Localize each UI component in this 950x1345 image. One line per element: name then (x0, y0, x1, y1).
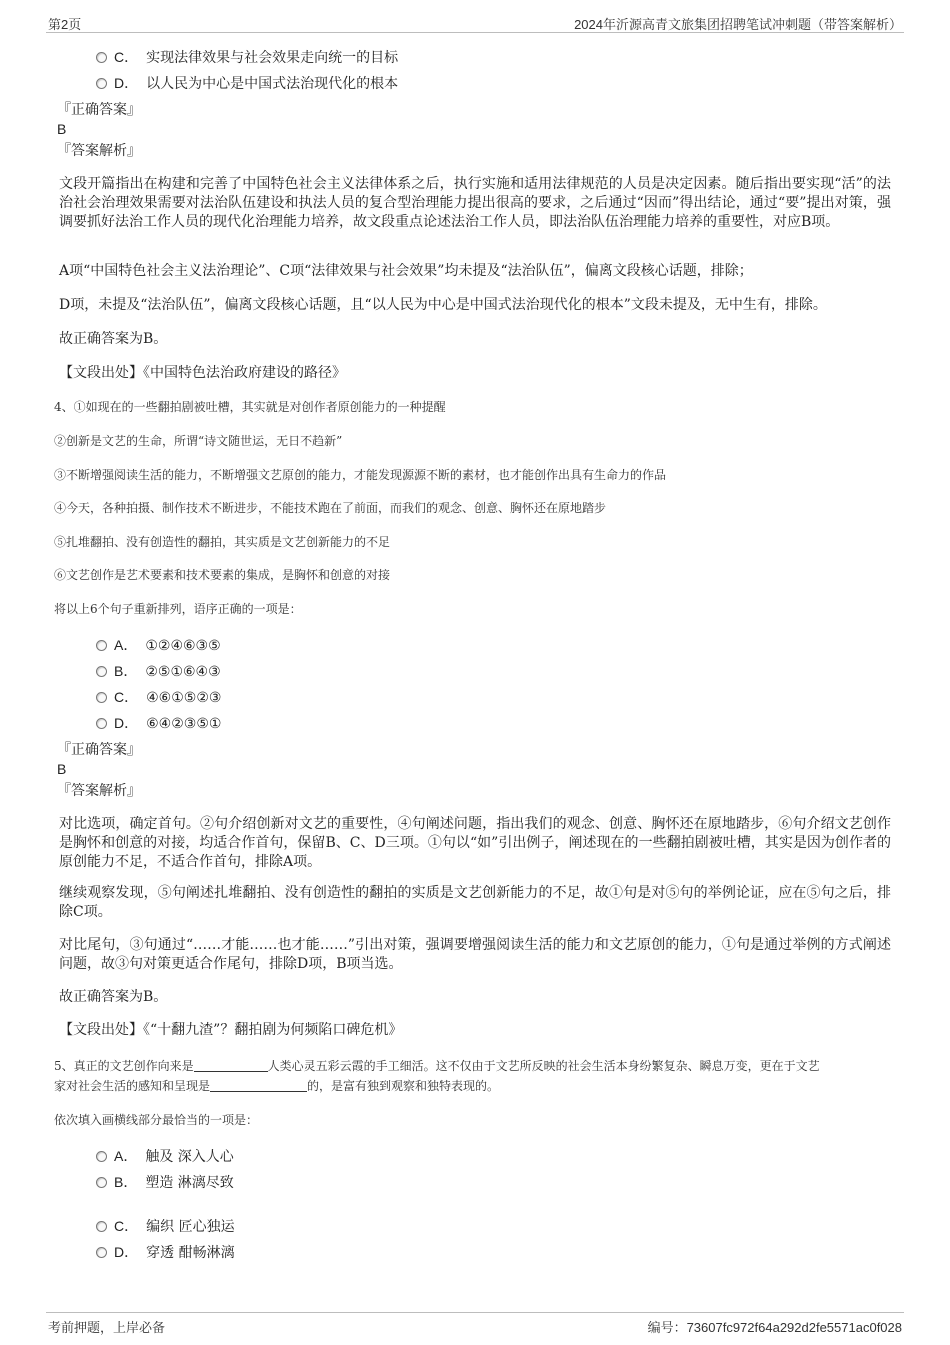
q4-option-c[interactable]: C． ④⑥①⑤②③ (96, 688, 221, 707)
analysis-paragraph: 故正确答案为B。 (59, 989, 168, 1005)
q5-option-d[interactable]: D． 穿透 酣畅淋漓 (96, 1243, 235, 1262)
analysis-paragraph: 对比选项，确定首句。②句介绍创新对文艺的重要性，④句阐述问题，指出我们的观念、创意、胸怀还在原地踏步，⑥句介绍文艺创作是胸怀和创意的对接，均适合作首句，保留B、C、D三项。①句以“如”引出例子，阐述现在的一些翻拍剧被吐槽，其实是因为创作者的原创能力不足，不适合作首句，排除A项。 (59, 816, 891, 870)
radio-button-icon[interactable] (96, 718, 107, 729)
answer-label: 『正确答案』 (57, 742, 141, 758)
page-header (46, 12, 904, 33)
answer-label: 『正确答案』 (57, 102, 141, 118)
question-line: 4、①如现在的一些翻拍剧被吐槽，其实就是对创作者原创能力的一种提醒 (54, 400, 446, 414)
question-line: ③不断增强阅读生活的能力，不断增强文艺原创的能力，才能发现源源不断的素材，也才能创作出具有生命力的作品 (54, 468, 667, 482)
radio-button-icon[interactable] (96, 78, 107, 89)
radio-button-icon[interactable] (96, 1177, 107, 1188)
radio-button-icon[interactable] (96, 1221, 107, 1232)
analysis-paragraph: D项，未提及“法治队伍”，偏离文段核心话题，且“以人民为中心是中国式法治现代化的根本”文段未提及，无中生有，排除。 (59, 297, 827, 313)
q4-option-b[interactable]: B． ②⑤①⑥④③ (96, 662, 221, 681)
q5-option-a[interactable]: A． 触及 深入人心 (96, 1147, 234, 1166)
question-prompt: 依次填入画横线部分最恰当的一项是： (54, 1113, 259, 1127)
answer-value: B (57, 761, 67, 777)
analysis-paragraph: 继续观察发现，⑤句阐述扎堆翻拍、没有创造性的翻拍的实质是文艺创新能力的不足，故①句是对⑤句的举例论证，应在⑤句之后，排除C项。 (59, 885, 891, 920)
question-line: ⑤扎堆翻拍、没有创造性的翻拍，其实质是文艺创新能力的不足 (54, 535, 391, 549)
analysis-label: 『答案解析』 (57, 143, 141, 159)
question-line: ④今天，各种拍摄、制作技术不断进步，不能技术跑在了前面，而我们的观念、创意、胸怀还在原地踏步 (54, 501, 607, 515)
q5-option-b[interactable]: B． 塑造 淋漓尽致 (96, 1173, 234, 1192)
analysis-paragraph: 故正确答案为B。 (59, 331, 168, 347)
q3-option-c[interactable]: C． 实现法律效果与社会效果走向统一的目标 (96, 48, 398, 67)
answer-value: B (57, 121, 67, 137)
question-line: ⑥文艺创作是艺术要素和技术要素的集成，是胸怀和创意的对接 (54, 568, 391, 582)
question-line: 5、真正的文艺创作向来是 人类心灵五彩云霞的手工细活。这不仅由于文艺所反映的社会生活本身纷繁复杂、瞬息万变，更在于文艺 (54, 1059, 820, 1073)
fill-blank-2 (210, 1079, 307, 1092)
radio-button-icon[interactable] (96, 666, 107, 677)
document-id: 编号：73607fc972f64a292d2fe5571ac0f028 (647, 1320, 902, 1335)
question-prompt: 将以上6个句子重新排列，语序正确的一项是： (54, 602, 302, 616)
analysis-paragraph: A项“中国特色社会主义法治理论”、C项“法律效果与社会效果”均未提及“法治队伍”，偏离文段核心话题，排除； (59, 263, 753, 279)
radio-button-icon[interactable] (96, 1151, 107, 1162)
radio-button-icon[interactable] (96, 1247, 107, 1258)
fill-blank-1 (194, 1059, 268, 1072)
source-citation: 【文段出处】《中国特色法治政府建设的路径》 (59, 365, 346, 381)
radio-button-icon[interactable] (96, 692, 107, 703)
page-footer (46, 1312, 904, 1337)
source-citation: 【文段出处】《“十翻九渣”？翻拍剧为何频陷口碑危机》 (59, 1022, 403, 1038)
footer-slogan: 考前押题，上岸必备 (48, 1321, 166, 1336)
question-line: ②创新是文艺的生命，所谓“诗文随世运，无日不趋新” (54, 434, 343, 448)
q4-option-a[interactable]: A． ①②④⑥③⑤ (96, 636, 221, 655)
q3-option-d[interactable]: D． 以人民为中心是中国式法治现代化的根本 (96, 74, 398, 93)
q4-option-d[interactable]: D． ⑥④②③⑤① (96, 714, 221, 733)
radio-button-icon[interactable] (96, 52, 107, 63)
analysis-label: 『答案解析』 (57, 783, 141, 799)
q5-option-c[interactable]: C． 编织 匠心独运 (96, 1217, 235, 1236)
document-title: 2024年沂源高青文旅集团招聘笔试冲刺题（带答案解析） (574, 17, 902, 32)
analysis-paragraph: 对比尾句，③句通过“……才能……也才能……”引出对策，强调要增强阅读生活的能力和文艺原创的能力，①句是通过举例的方式阐述问题，故③句对策更适合作尾句，排除D项，B项当选。 (59, 937, 891, 972)
question-line: 家对社会生活的感知和呈现是 的，是富有独到观察和独特表现的。 (54, 1079, 500, 1093)
page-number: 第2页 (48, 17, 82, 32)
analysis-paragraph: 文段开篇指出在构建和完善了中国特色社会主义法律体系之后，执行实施和适用法律规范的人员是决定因素。随后指出要实现“活”的法治社会治理效果需要对法治队伍建设和执法人员的复合型治理能力提出很高的要求，之后通过“因而”得出结论，通过“要”提出对策，强调要抓好法治工作人员的现代化治理能力培养，故文段重点论述法治工作人员，即法治队伍治理能力培养的重要性，对应B项。 (59, 176, 891, 230)
radio-button-icon[interactable] (96, 640, 107, 651)
